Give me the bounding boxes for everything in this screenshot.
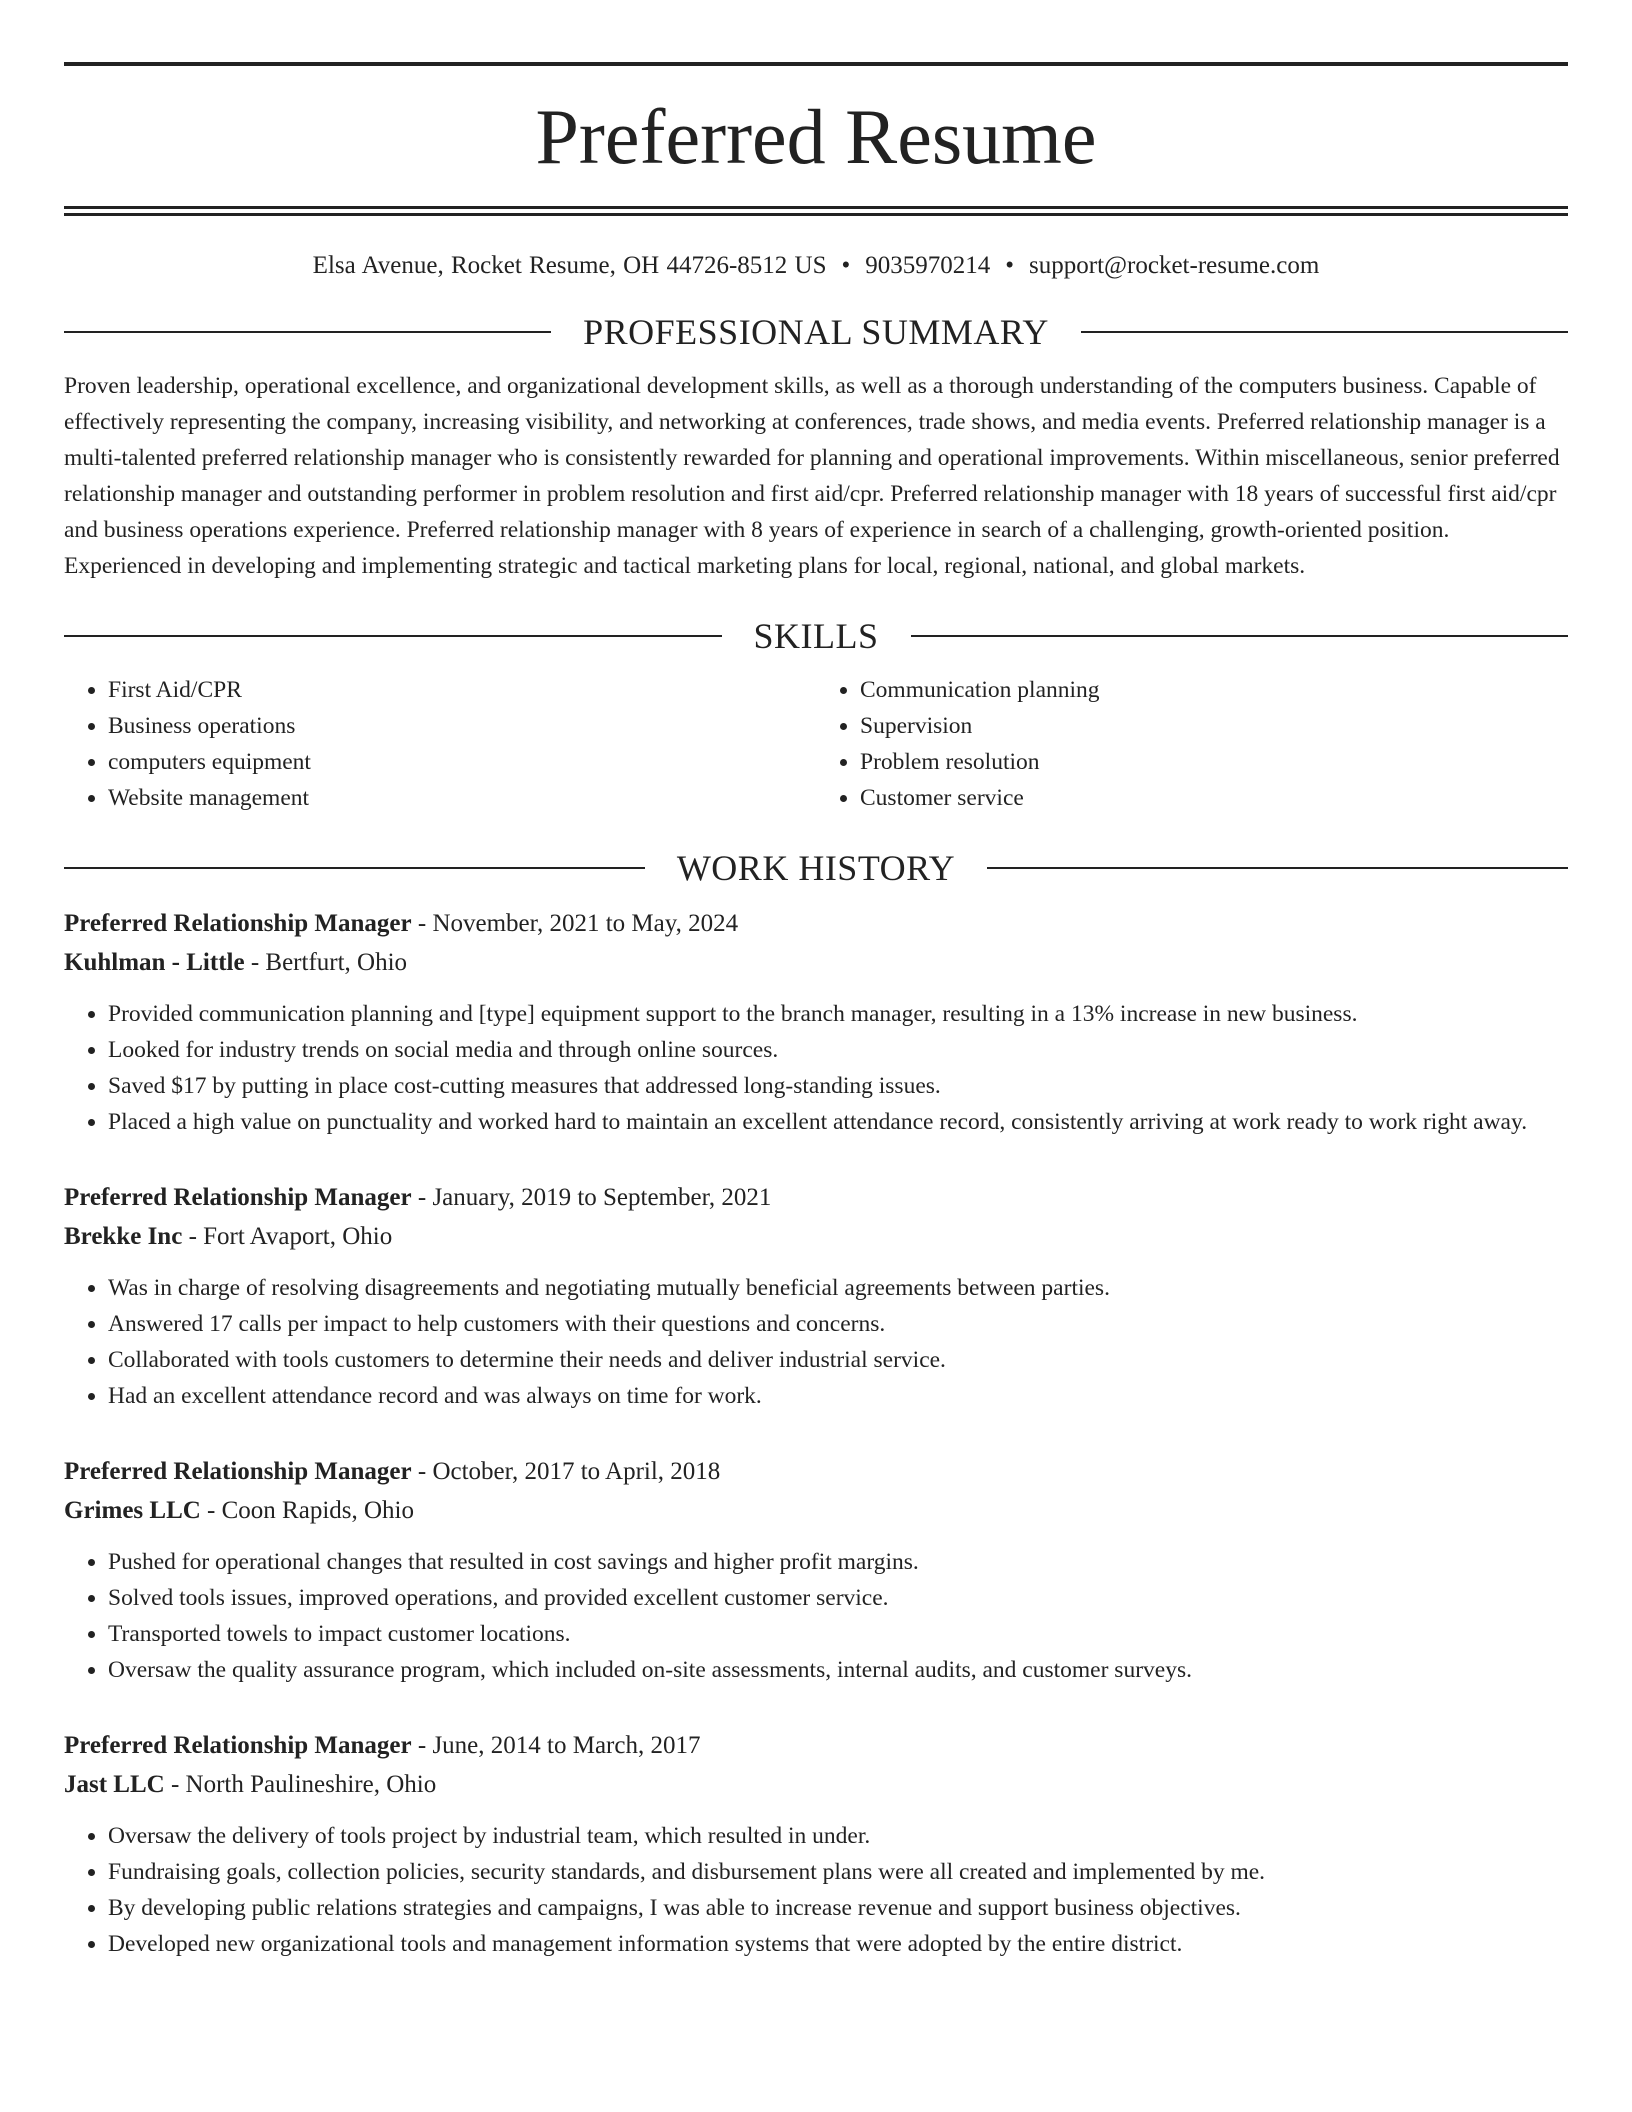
summary-heading: PROFESSIONAL SUMMARY (583, 312, 1049, 352)
job-title-line (64, 904, 1568, 943)
divider (64, 331, 551, 333)
job-bullet: • Provided communication planning and [type] equipment support to the branch manager, resulting in a 13% increase in new business. (108, 996, 1568, 1032)
job-company-line (64, 1765, 1568, 1804)
job-company: Kuhlman - Little (64, 949, 245, 976)
top-rule (64, 62, 1568, 66)
job-company-line (64, 943, 1568, 982)
skills-column-right (816, 672, 1568, 816)
divider (911, 635, 1569, 637)
skills-column-left (64, 672, 816, 816)
resume-page (64, 62, 1568, 2000)
job-bullets (64, 996, 1568, 1140)
job-bullets (64, 1544, 1568, 1688)
contact-separator: • (841, 252, 851, 279)
job-location: - North Paulineshire, Ohio (170, 1771, 437, 1798)
divider (64, 867, 645, 869)
job-title-line (64, 1178, 1568, 1217)
skill-item: • Communication planning (860, 672, 1568, 708)
skill-item: • Customer service (860, 780, 1568, 816)
job-title: Preferred Relationship Manager (64, 910, 412, 937)
skill-item: • Problem resolution (860, 744, 1568, 780)
job-company: Jast LLC (64, 1771, 165, 1798)
job-bullet: • Had an excellent attendance record and was always on time for work. (108, 1378, 1568, 1414)
contact-address: Elsa Avenue, Rocket Resume, OH 44726-8512 US (312, 252, 827, 279)
job-entry (64, 1178, 1568, 1414)
skills-section-header (64, 618, 1568, 654)
divider (64, 635, 722, 637)
contact-line (64, 252, 1568, 280)
job-dates: - November, 2021 to May, 2024 (417, 910, 739, 937)
job-dates: - October, 2017 to April, 2018 (417, 1458, 721, 1485)
job-location: - Coon Rapids, Ohio (207, 1497, 414, 1524)
job-dates: - June, 2014 to March, 2017 (417, 1732, 701, 1759)
job-entry (64, 1452, 1568, 1688)
divider (1081, 331, 1568, 333)
job-bullet: • Pushed for operational changes that resulted in cost savings and higher profit margins. (108, 1544, 1568, 1580)
contact-phone: 9035970214 (865, 252, 991, 279)
job-bullet: • Developed new organizational tools and management information systems that were adopted by the entire district. (108, 1926, 1568, 1962)
job-bullet: • Oversaw the quality assurance program, which included on-site assessments, internal audits, and customer surveys. (108, 1652, 1568, 1688)
title-double-rule (64, 206, 1568, 216)
job-location: - Fort Avaport, Ohio (188, 1223, 393, 1250)
job-bullet: • Collaborated with tools customers to determine their needs and deliver industrial service. (108, 1342, 1568, 1378)
work-heading: WORK HISTORY (676, 848, 956, 888)
skills-list (64, 672, 1568, 816)
skills-heading: SKILLS (753, 616, 879, 656)
job-bullet: • Was in charge of resolving disagreements and negotiating mutually beneficial agreements between parties. (108, 1270, 1568, 1306)
page-title: Preferred Resume (535, 93, 1097, 180)
skill-item: • Business operations (108, 708, 816, 744)
contact-email: support@rocket-resume.com (1029, 252, 1320, 279)
job-bullet: • Oversaw the delivery of tools project by industrial team, which resulted in under. (108, 1818, 1568, 1854)
work-section-header (64, 850, 1568, 886)
job-bullets (64, 1818, 1568, 1962)
job-bullets (64, 1270, 1568, 1414)
job-bullet: • Transported towels to impact customer locations. (108, 1616, 1568, 1652)
job-company: Brekke Inc (64, 1223, 183, 1250)
skill-item: • Website management (108, 780, 816, 816)
job-entry (64, 904, 1568, 1140)
job-dates: - January, 2019 to September, 2021 (417, 1184, 772, 1211)
job-bullet: • Fundraising goals, collection policies, security standards, and disbursement plans were all created and implemented by me. (108, 1854, 1568, 1890)
summary-section-header (64, 314, 1568, 350)
job-bullet: • By developing public relations strategies and campaigns, I was able to increase revenue and support business objectives. (108, 1890, 1568, 1926)
skill-item: • First Aid/CPR (108, 672, 816, 708)
job-bullet: • Looked for industry trends on social media and through online sources. (108, 1032, 1568, 1068)
job-company-line (64, 1491, 1568, 1530)
skill-item: • computers equipment (108, 744, 816, 780)
contact-separator: • (1005, 252, 1015, 279)
job-title-line (64, 1452, 1568, 1491)
job-title: Preferred Relationship Manager (64, 1732, 412, 1759)
summary-text: Proven leadership, operational excellence, and organizational development skills, as well as a thorough understanding of the computers business. Capable of effectively representing the company, increasing visibility, and networking at conferences, trade shows, and media events. Preferred relationship manager is a multi-talented preferred relationship manager who is consistently rewarded for planning and operational improvements. Within miscellaneous, senior preferred relationship manager and outstanding performer in problem resolution and first aid/cpr. Preferred relationship manager with 18 years of successful first aid/cpr and business operations experience. Preferred relationship manager with 8 years of experience in search of a challenging, growth-oriented position. Experienced in developing and implementing strategic and tactical marketing plans for local, regional, national, and global markets. (64, 373, 1560, 579)
job-location: - Bertfurt, Ohio (250, 949, 408, 976)
job-company: Grimes LLC (64, 1497, 201, 1524)
job-title-line (64, 1726, 1568, 1765)
skill-item: • Supervision (860, 708, 1568, 744)
job-company-line (64, 1217, 1568, 1256)
job-bullet: • Placed a high value on punctuality and worked hard to maintain an excellent attendance record, consistently arriving at work ready to work right away. (108, 1104, 1568, 1140)
job-bullet: • Answered 17 calls per impact to help customers with their questions and concerns. (108, 1306, 1568, 1342)
job-title: Preferred Relationship Manager (64, 1184, 412, 1211)
divider (987, 867, 1568, 869)
job-title: Preferred Relationship Manager (64, 1458, 412, 1485)
job-entry (64, 1726, 1568, 1962)
job-bullet: • Solved tools issues, improved operations, and provided excellent customer service. (108, 1580, 1568, 1616)
job-bullet: • Saved $17 by putting in place cost-cutting measures that addressed long-standing issues. (108, 1068, 1568, 1104)
